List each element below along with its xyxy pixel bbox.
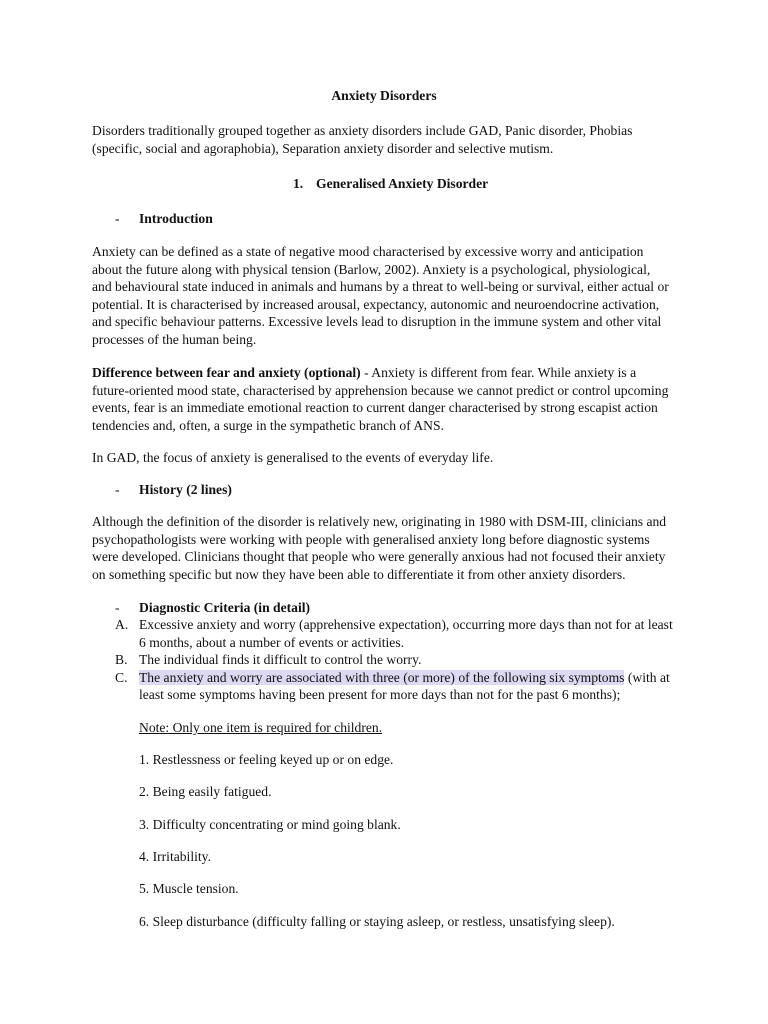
symptom-item: 4. Irritability. <box>139 849 211 864</box>
criteria-item-a <box>115 616 698 651</box>
criteria-list <box>115 616 698 704</box>
paragraph-line: potential. It is characterised by increased arousal, expectancy, autonomic and neuroendocrine activation, <box>92 296 660 312</box>
paragraph-line: events, fear is an immediate emotional reaction to current danger characterised by strong escapist action <box>92 400 658 416</box>
introduction-paragraph <box>92 243 698 349</box>
section-heading-gad <box>293 175 488 193</box>
intro-line: Disorders traditionally grouped together as anxiety disorders include GAD, Panic disorder, Phobias <box>92 123 633 138</box>
section-number: 1. <box>293 176 304 191</box>
criteria-line: The individual finds it difficult to control the worry. <box>139 652 422 668</box>
criteria-marker: A. <box>115 617 129 632</box>
gad-focus-paragraph: In GAD, the focus of anxiety is generalised to the events of everyday life. <box>92 450 494 465</box>
introduction-heading-label: Introduction <box>139 211 213 226</box>
criteria-heading <box>115 599 310 617</box>
intro-paragraph <box>92 122 698 157</box>
criteria-item-c <box>115 669 698 704</box>
paragraph-line: Although the definition of the disorder is relatively new, originating in 1980 with DSM-III, clinicians and <box>92 514 667 529</box>
criteria-line: least some symptoms having been present for more days than not for the past 6 months); <box>139 687 621 703</box>
symptom-item: 1. Restlessness or feeling keyed up or on edge. <box>139 752 394 767</box>
criteria-line-rest: (with at <box>624 669 670 685</box>
paragraph-line: future-oriented mood state, characterised by apprehension because we cannot predict or control upcoming <box>92 382 669 398</box>
paragraph-line <box>92 364 698 382</box>
criteria-heading-label: Diagnostic Criteria (in detail) <box>139 600 311 615</box>
paragraph-line: about the future along with physical tension (Barlow, 2002). Anxiety is a psychological, physiological, <box>92 261 651 277</box>
paragraph-line: tendencies and, often, a surge in the sympathetic branch of ANS. <box>92 417 444 433</box>
paragraph-line: and specific behaviour patterns. Excessive levels lead to disruption in the immune system and other vital <box>92 314 662 330</box>
bullet-dash: - <box>115 211 120 226</box>
highlighted-text-selection[interactable]: The anxiety and worry are associated with three (or more) of the following six symptoms <box>139 669 625 685</box>
symptom-item: 3. Difficulty concentrating or mind going blank. <box>139 817 401 832</box>
fear-vs-anxiety-heading: Difference between fear and anxiety (optional) <box>92 365 361 380</box>
paragraph-line: and behavioural state induced in animals and humans by a threat to well-being or survival, either actual or <box>92 279 669 295</box>
symptom-item: 5. Muscle tension. <box>139 881 239 896</box>
criteria-marker: B. <box>115 652 128 668</box>
fear-vs-anxiety-lead-text: - Anxiety is different from fear. While anxiety is a <box>360 365 637 380</box>
symptom-item: 6. Sleep disturbance (difficulty falling or staying asleep, or restless, unsatisfying sleep). <box>139 914 615 929</box>
section-title: Generalised Anxiety Disorder <box>316 176 489 191</box>
history-heading-label: History (2 lines) <box>139 482 232 497</box>
children-note: Note: Only one item is required for children. <box>139 720 383 735</box>
paragraph-line: on something specific but now they have been able to differentiate it from other anxiety disorders. <box>92 566 626 582</box>
intro-line: (specific, social and agoraphobia), Separation anxiety disorder and selective mutism. <box>92 140 554 156</box>
history-paragraph <box>92 513 698 583</box>
criteria-line: 6 months, about a number of events or activities. <box>139 634 405 650</box>
bullet-dash: - <box>115 482 120 497</box>
criteria-line: Excessive anxiety and worry (apprehensive expectation), occurring more days than not for at least <box>139 617 673 632</box>
bullet-dash: - <box>115 600 120 615</box>
criteria-marker: C. <box>115 669 128 685</box>
paragraph-line: psychopathologists were working with people with generalised anxiety long before diagnostic systems <box>92 531 650 547</box>
criteria-line <box>139 669 698 687</box>
criteria-item-b <box>115 651 698 669</box>
paragraph-line: were developed. Clinicians thought that people who were generally anxious had not focused their anxiety <box>92 549 666 565</box>
introduction-heading <box>115 210 213 228</box>
document-title: Anxiety Disorders <box>331 88 437 103</box>
paragraph-line: Anxiety can be defined as a state of negative mood characterised by excessive worry and anticipation <box>92 244 644 259</box>
symptom-item: 2. Being easily fatigued. <box>139 784 272 799</box>
paragraph-line: processes of the human being. <box>92 331 257 347</box>
fear-vs-anxiety-paragraph <box>92 364 698 434</box>
history-heading <box>115 481 232 499</box>
